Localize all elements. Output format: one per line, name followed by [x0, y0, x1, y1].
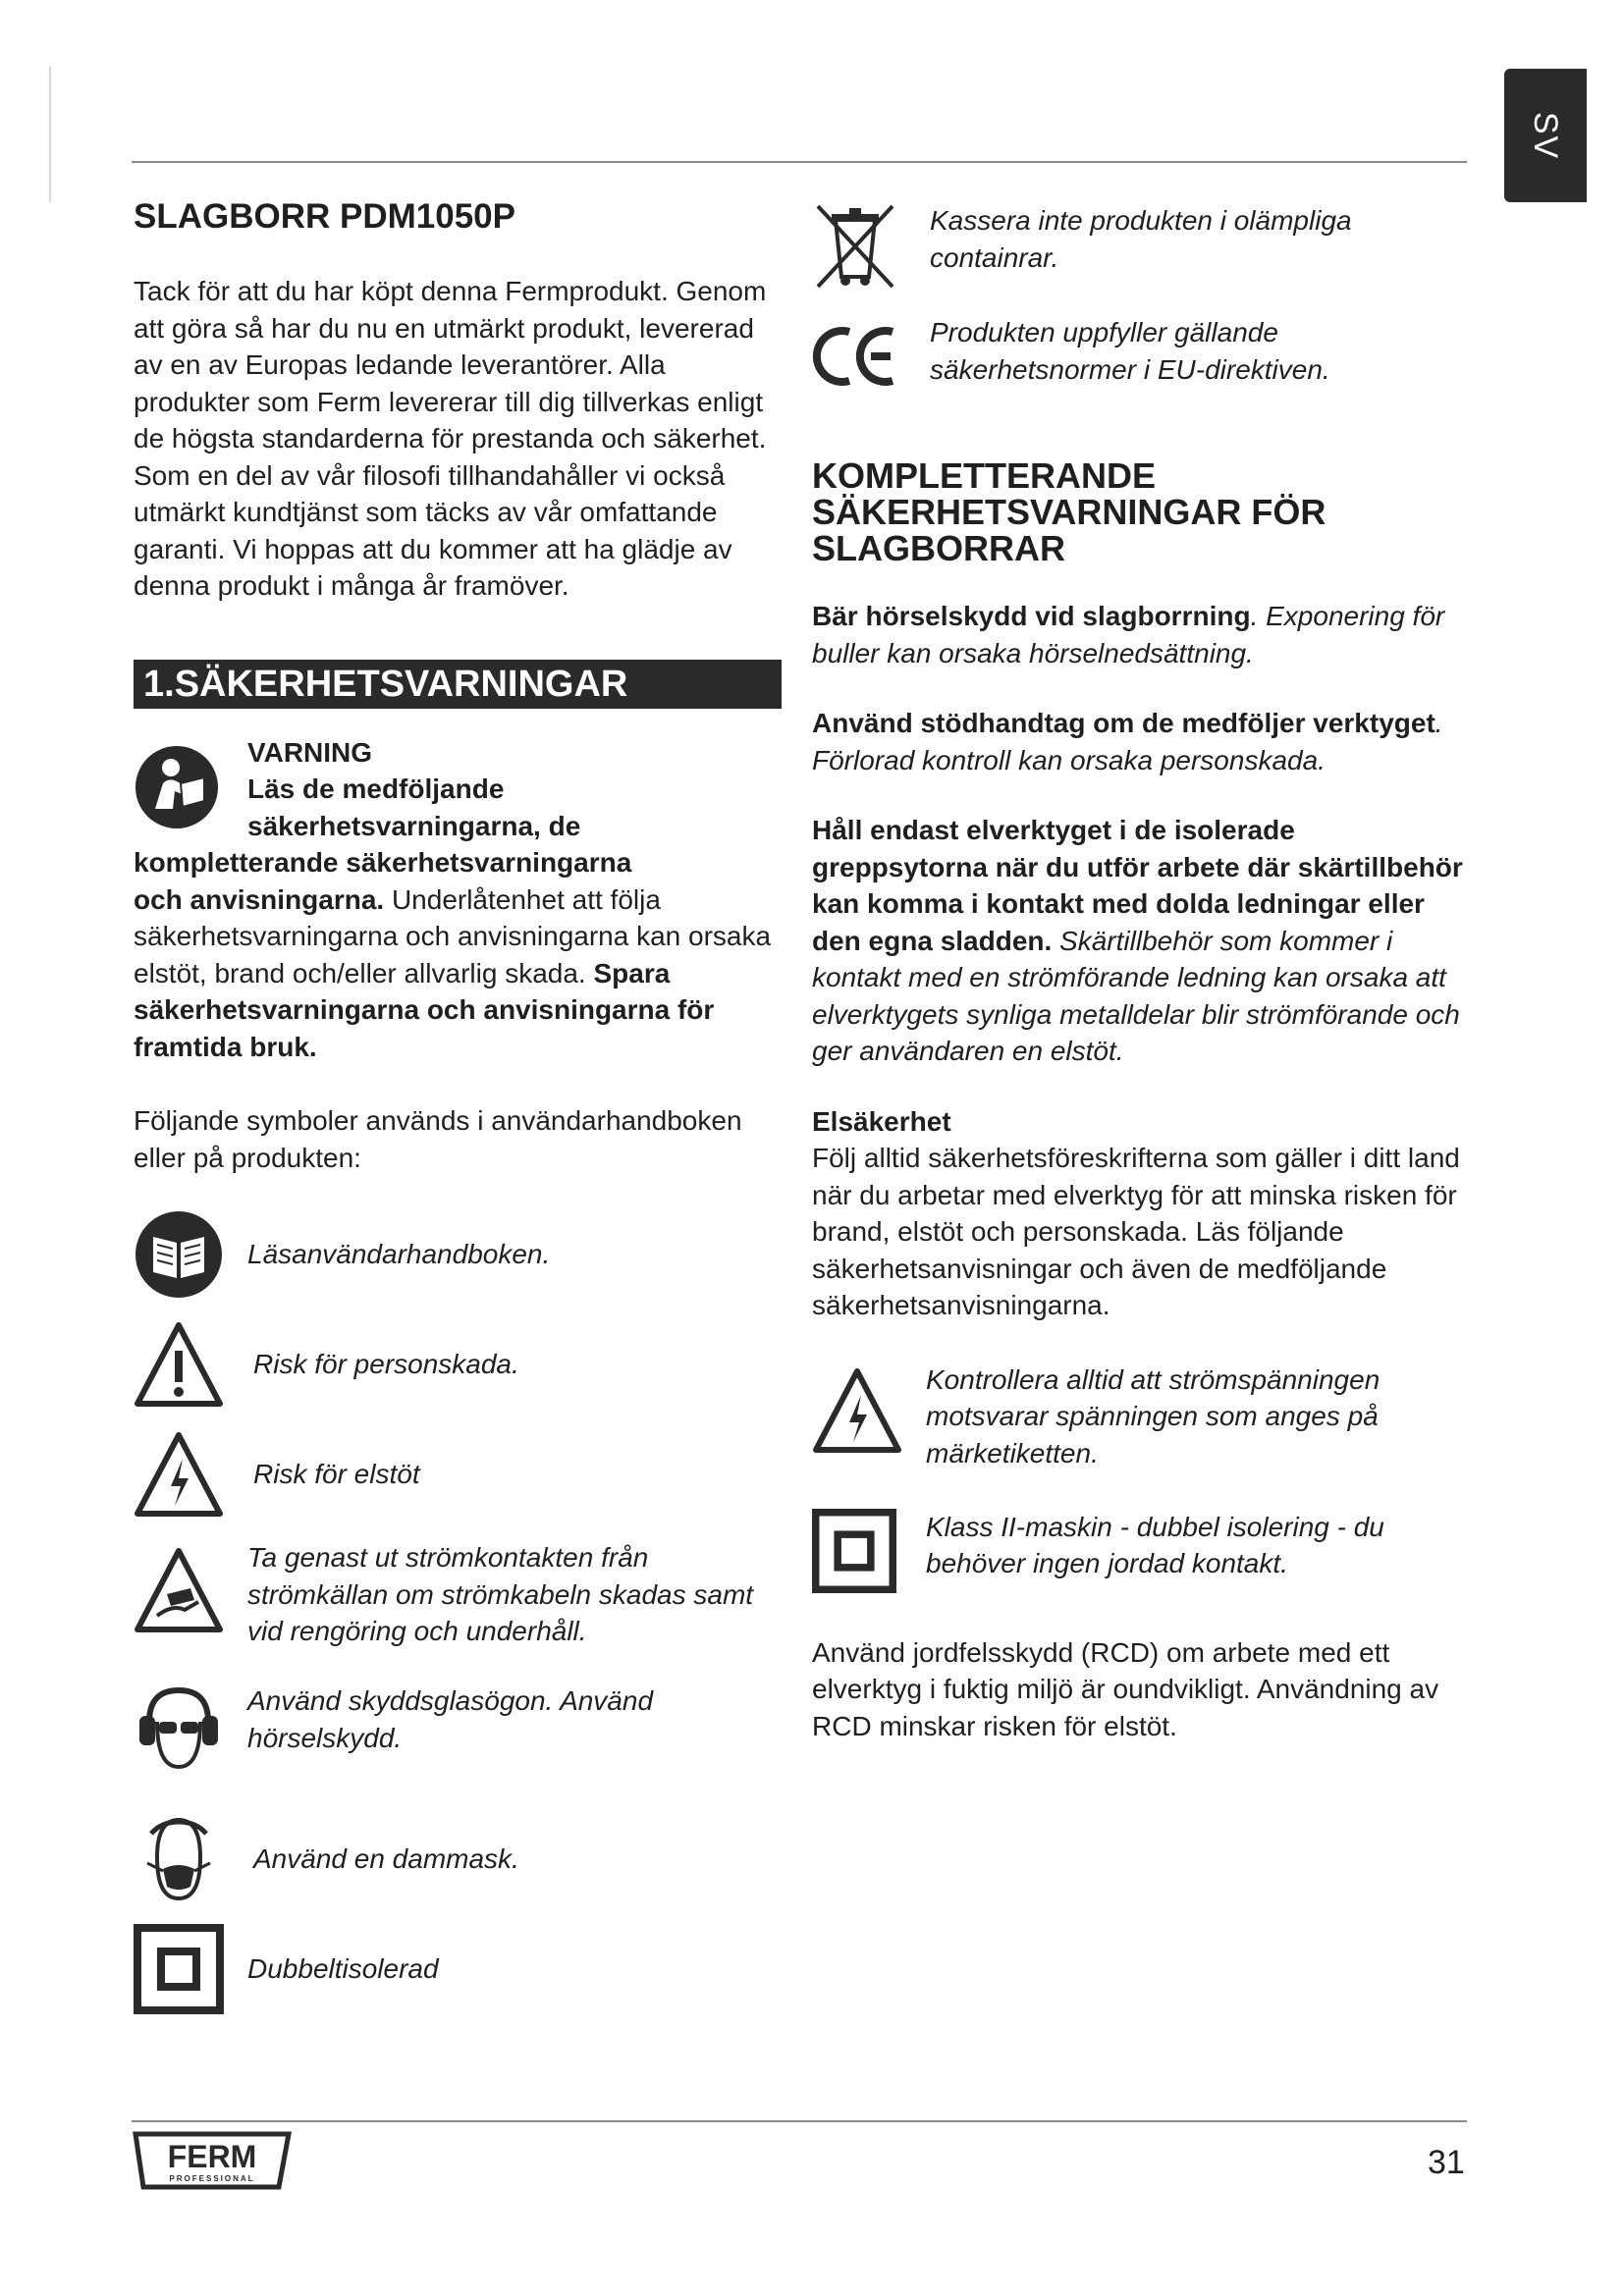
warning-body: [134, 844, 782, 1065]
section-2-title: KOMPLETTERANDE SÄKERHETSVARNINGAR FÖR SLAGBORRAR: [812, 455, 1326, 568]
warning-triangle-icon: [134, 1319, 224, 1410]
symbol-row: [812, 1509, 1456, 1593]
ferm-logo: [132, 2128, 293, 2197]
symbols-list: [134, 1209, 782, 2014]
symbol-row: [812, 1362, 1456, 1472]
warning-line-2: Läs de medföljande: [247, 774, 505, 804]
right-column: [812, 196, 1470, 1744]
section-1-title: 1.SÄKERHETSVARNINGAR: [134, 660, 782, 709]
symbol-text: Kontrollera alltid att strömspänningen motsvarar spänningen som anges på märketiketten.: [926, 1363, 1380, 1468]
language-tab: [1504, 69, 1587, 202]
warning-line-5: och anvisningarna.: [134, 883, 385, 915]
symbol-text: Klass II-maskin - dubbel isolering - du behöver ingen jordad kontakt.: [926, 1511, 1384, 1578]
warning-normal-text: Underlåtenhet att följa säkerhetsvarningarna och anvisningarna kan orsaka elstöt, brand och/eller allvarlig skada.: [134, 883, 772, 988]
symbol-row: [134, 1539, 778, 1650]
hearing-bold: Bär hörselskydd vid slagborrning: [812, 601, 1251, 631]
class-2-icon: [812, 1509, 896, 1593]
symbol-row: [134, 1209, 550, 1300]
ce-mark-icon: [812, 322, 898, 391]
page-number: 31: [1428, 2144, 1465, 2181]
symbol-row: [134, 1429, 420, 1520]
double-insulation-icon: [134, 1924, 224, 2014]
left-column: [134, 196, 782, 2014]
manual-icon: [134, 1209, 224, 1300]
symbol-text: Kassera inte produkten i olämpliga containrar.: [930, 205, 1352, 273]
symbol-row: [134, 1924, 439, 2014]
intro-paragraph: Tack för att du har köpt denna Fermprodukt. Genom att göra så har du nu en utmärkt produkt, levererad av en av Europas ledande leverantörer. Alla produkter som Ferm levererar till dig tillverkas enligt de högsta standarderna för prestanda och säkerhet. Som en del av vår filosofi tillhandahåller vi också utmärkt kundtjänst som täcks av vår omfattande garanti. Vi hoppas att du kommer att ha glädje av denna produkt i många år framöver.: [134, 276, 767, 601]
symbol-text: Använd en dammask.: [253, 1843, 519, 1875]
symbol-text: Risk för personskada.: [253, 1349, 519, 1380]
right-symbols: [812, 196, 1470, 422]
handle-paragraph: [812, 705, 1470, 778]
goggles-earmuffs-icon: [134, 1682, 224, 1773]
symbol-text: Produkten uppfyller gällande säkerhetsnormer i EU-direktiven.: [930, 317, 1330, 385]
top-rule: [132, 161, 1467, 163]
handle-bold: Använd stödhandtag om de medföljer verktyget: [812, 708, 1435, 738]
symbols-intro: Följande symboler används i användarhandboken eller på produkten:: [134, 1105, 742, 1173]
warning-label: VARNING: [247, 736, 373, 768]
electric-shock-icon: [134, 1429, 224, 1520]
bottom-rule: [132, 2120, 1467, 2122]
electrical-safety-title: [812, 1103, 1470, 1141]
voltage-warning-icon: [812, 1365, 902, 1456]
symbol-text: Dubbeltisolerad: [247, 1953, 439, 1985]
symbol-text: Ta genast ut strömkontakten från strömkällan om strömkabeln skadas samt vid rengöring och underhåll.: [247, 1542, 754, 1646]
hearing-protection-paragraph: [812, 598, 1470, 671]
electrical-safety-heading: Elsäkerhet: [812, 1105, 951, 1137]
warning-line-3: säkerhetsvarningarna, de: [247, 810, 581, 841]
page-title: SLAGBORR PDM1050P: [134, 197, 515, 236]
dust-mask-icon: [134, 1814, 224, 1904]
handle-italic: . Förlorad kontroll kan orsaka personskada.: [812, 708, 1443, 775]
hearing-italic: . Exponering för buller kan orsaka hörselnedsättning.: [812, 601, 1445, 668]
electrical-symbols: [812, 1362, 1470, 1607]
electrical-safety-text: Följ alltid säkerhetsföreskrifterna som gäller i ditt land när du arbetar med elverktyg för att minska risken för brand, elstöt och personskada. Läs följande säkerhetsanvisningar och även de medföljande säkerhetsanvisningarna.: [812, 1143, 1460, 1320]
svg-text:FERM: FERM: [167, 2139, 257, 2174]
warning-block: [134, 734, 782, 1066]
margin-line: [49, 67, 51, 202]
warning-save-text: Spara säkerhetsvarningarna och anvisningarna för framtida bruk.: [134, 957, 715, 1062]
language-tab-label: SV: [1527, 111, 1565, 160]
symbol-text: Använd skyddsglasögon. Använd hörselskydd.: [247, 1685, 654, 1753]
svg-text:PROFESSIONAL: PROFESSIONAL: [169, 2174, 255, 2183]
warning-line-4: kompletterande säkerhetsvarningarna: [134, 847, 632, 878]
insulated-bold: Håll endast elverktyget i de isolerade greppsytorna när du utför arbete där skärtillbehör kan komma i kontakt med dolda ledningar eller den egna sladden.: [812, 815, 1463, 956]
insulated-grip-paragraph: [812, 812, 1470, 1070]
symbol-text: Läsanvändarhandboken.: [247, 1239, 551, 1270]
symbol-row: [134, 1319, 519, 1410]
insulated-italic: Skärtillbehör som kommer i kontakt med en strömförande ledning kan orsaka att elverktygets synliga metalldelar blir strömförande och ger användaren en elstöt.: [812, 925, 1460, 1066]
unplug-icon: [134, 1545, 224, 1635]
read-manual-icon: [134, 744, 220, 830]
crossed-bin-icon: [812, 202, 898, 291]
symbol-text: Risk för elstöt: [253, 1459, 420, 1490]
warning-heading: [134, 734, 782, 845]
symbol-row: [812, 202, 1440, 291]
rcd-paragraph: Använd jordfelsskydd (RCD) om arbete med ett elverktyg i fuktig miljö är oundvikligt. Användning av RCD minskar risken för elstöt.: [812, 1636, 1439, 1741]
symbol-row: [134, 1682, 778, 1773]
symbol-row: [134, 1814, 519, 1904]
symbol-row: [812, 314, 1460, 391]
